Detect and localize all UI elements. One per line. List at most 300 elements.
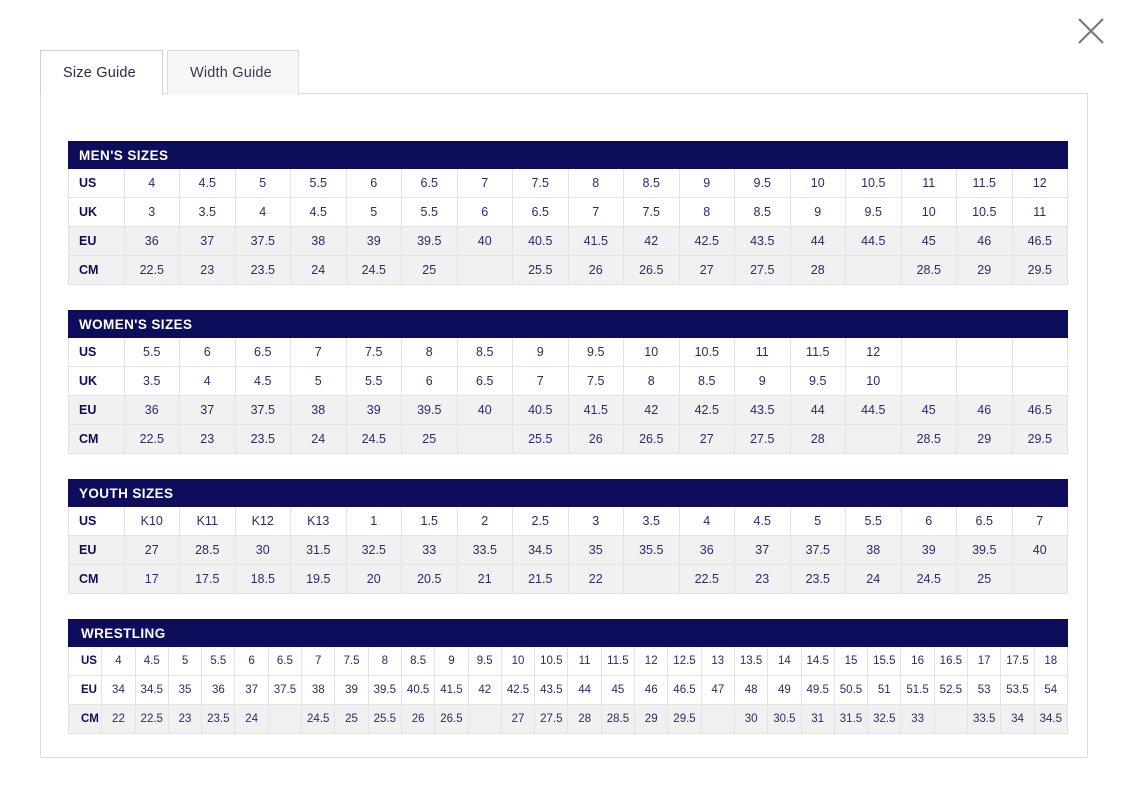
size-cell: 26.5 [624,425,680,454]
size-cell: 14.5 [801,647,834,676]
size-cell: 40.5 [513,396,569,425]
size-cell: 42 [624,396,680,425]
size-cell [457,256,513,285]
size-table-header-cell [1034,620,1067,647]
size-table-header-cell [601,620,634,647]
size-cell: 10.5 [535,647,568,676]
size-cell: 35 [568,536,624,565]
size-table-header-cell [457,311,513,338]
size-cell: 20.5 [402,565,458,594]
size-cell: 34 [102,676,135,705]
size-cell: 7 [302,647,335,676]
size-cell: 21.5 [513,565,569,594]
size-cell: 40.5 [401,676,434,705]
size-cell [701,705,734,734]
size-cell: 47 [701,676,734,705]
size-cell: 3 [568,507,624,536]
size-cell: 12 [635,647,668,676]
size-cell: 16.5 [934,647,967,676]
size-cell: 8.5 [679,367,735,396]
size-table-header-cell [346,311,402,338]
size-cell: 11.5 [957,169,1013,198]
size-table-header-cell [468,620,501,647]
size-cell: 7.5 [346,338,402,367]
size-table-header-cell [402,142,458,169]
size-cell: 29 [957,256,1013,285]
size-cell: 24.5 [346,256,402,285]
size-cell: 7 [457,169,513,198]
size-table-header-cell [957,142,1013,169]
size-cell: 38 [846,536,902,565]
size-cell [934,705,967,734]
tab-width-guide-label: Width Guide [189,65,272,81]
table-row [69,198,1068,227]
size-cell: 5 [790,507,846,536]
size-cell: 42.5 [679,396,735,425]
size-cell: 13.5 [734,647,767,676]
size-cell: 5 [235,169,291,198]
size-cell: 27 [679,256,735,285]
row-label: EU [69,536,125,565]
size-cell: 24 [235,705,268,734]
size-cell: 8 [624,367,680,396]
size-cell: 8.5 [401,647,434,676]
size-cell: 2 [457,507,513,536]
size-cell: 12.5 [668,647,701,676]
size-cell: 37 [235,676,268,705]
size-cell [624,565,680,594]
size-cell: 7.5 [335,647,368,676]
tab-size-guide[interactable] [40,50,163,96]
size-cell: 10.5 [846,169,902,198]
size-table-header-cell [401,620,434,647]
size-cell: 4 [235,198,291,227]
size-cell: 9 [513,338,569,367]
size-cell: 6.5 [957,507,1013,536]
size-table [68,310,1068,454]
size-cell: 24.5 [901,565,957,594]
size-cell: 6 [901,507,957,536]
size-cell: 4.5 [291,198,347,227]
size-table-header-cell [624,480,680,507]
table-row [69,367,1068,396]
size-cell: 9.5 [468,647,501,676]
size-cell: 6 [457,198,513,227]
size-cell: 17.5 [180,565,236,594]
size-cell: 8.5 [457,338,513,367]
size-table-header-cell [901,620,934,647]
size-cell: 37 [180,227,236,256]
table-row [69,396,1068,425]
size-guide-panel [40,93,1088,758]
size-cell: 45 [601,676,634,705]
size-cell: 5 [346,198,402,227]
size-cell: 46 [957,396,1013,425]
size-cell: 22 [102,705,135,734]
size-cell: 26 [401,705,434,734]
size-cell: 23.5 [235,256,291,285]
size-cell: K12 [235,507,291,536]
size-cell: 7.5 [568,367,624,396]
size-cell: 29 [957,425,1013,454]
size-table-header-cell [957,311,1013,338]
size-cell: 29.5 [1012,425,1068,454]
size-cell [268,705,301,734]
row-label: EU [69,396,125,425]
size-cell: 7 [1012,507,1068,536]
size-cell: 37 [735,536,791,565]
size-cell: 27 [679,425,735,454]
size-cell: 6.5 [268,647,301,676]
size-table-header-cell [901,480,957,507]
size-cell: 33.5 [457,536,513,565]
size-cell: 15.5 [868,647,901,676]
size-cell: 1 [346,507,402,536]
size-cell: 43.5 [535,676,568,705]
size-cell: 4 [102,647,135,676]
size-cell: 35.5 [624,536,680,565]
size-cell: 11 [735,338,791,367]
size-cell [957,338,1013,367]
size-cell: 8 [568,169,624,198]
size-cell: 4.5 [135,647,168,676]
table-row [69,647,1068,676]
size-cell: 44 [790,396,846,425]
size-cell: 7 [568,198,624,227]
size-cell: 39 [901,536,957,565]
size-cell: 11 [901,169,957,198]
size-cell: 19.5 [291,565,347,594]
size-table-title: YOUTH SIZES [69,480,236,507]
size-table-header-cell [934,620,967,647]
size-cell: 14 [768,647,801,676]
size-cell: 9 [790,198,846,227]
size-cell: K11 [180,507,236,536]
size-cell: 23.5 [790,565,846,594]
size-cell [901,367,957,396]
size-cell: 26 [568,425,624,454]
size-cell: 52.5 [934,676,967,705]
size-cell: 48 [734,676,767,705]
size-table-header-cell [1001,620,1034,647]
size-cell: 28 [790,425,846,454]
size-cell: 8.5 [735,198,791,227]
size-table-header-cell [735,142,791,169]
size-cell: 11.5 [601,647,634,676]
size-cell [1012,338,1068,367]
size-table-header-cell [435,620,468,647]
size-table-header-cell [1012,142,1068,169]
size-cell: 45 [901,227,957,256]
size-cell: 8.5 [624,169,680,198]
size-cell: 46.5 [1012,396,1068,425]
size-cell: 25.5 [368,705,401,734]
row-label: US [69,338,125,367]
size-cell: 24 [291,425,347,454]
size-table-header-cell [834,620,867,647]
size-table-header-cell [402,311,458,338]
size-cell: 24.5 [346,425,402,454]
size-cell: 53 [968,676,1001,705]
size-cell: 6.5 [402,169,458,198]
size-cell: 29.5 [1012,256,1068,285]
size-cell: 42.5 [501,676,534,705]
size-table-header-cell [568,480,624,507]
size-cell: 28.5 [601,705,634,734]
size-cell: 6.5 [513,198,569,227]
size-cell [846,256,902,285]
table-row [69,565,1068,594]
size-cell: 22.5 [135,705,168,734]
table-row [69,169,1068,198]
size-table-header-cell [568,142,624,169]
size-cell: 54 [1034,676,1067,705]
size-cell: 31.5 [291,536,347,565]
size-cell: 23 [735,565,791,594]
size-table-header-cell [568,620,601,647]
size-cell: 10 [790,169,846,198]
size-table-header-cell [790,311,846,338]
size-cell: 40 [1012,536,1068,565]
size-cell: 36 [124,227,180,256]
size-cell: 6 [180,338,236,367]
size-cell: 51.5 [901,676,934,705]
size-table-header-cell [268,620,301,647]
size-cell: 44 [568,676,601,705]
size-cell: 41.5 [568,227,624,256]
size-cell: 16 [901,647,934,676]
size-cell: 37.5 [235,396,291,425]
size-table-header-cell [457,480,513,507]
size-cell: 4.5 [180,169,236,198]
size-cell: 5.5 [402,198,458,227]
size-table-header-cell [901,142,957,169]
size-cell: 4 [124,169,180,198]
size-table-header-cell [735,311,791,338]
size-cell: 43.5 [735,396,791,425]
size-cell: 26.5 [435,705,468,734]
size-cell: 30.5 [768,705,801,734]
size-table-header-cell [635,620,668,647]
size-cell: 41.5 [435,676,468,705]
size-cell: 7 [291,338,347,367]
size-cell: 34.5 [1034,705,1067,734]
size-cell: 40.5 [513,227,569,256]
size-table-header-cell [513,480,569,507]
row-label: CM [69,565,125,594]
size-table-header-cell [346,142,402,169]
size-cell: 6 [402,367,458,396]
size-cell: 40 [457,227,513,256]
size-cell: 28.5 [901,425,957,454]
size-table-header-cell [679,142,735,169]
table-row [69,425,1068,454]
size-cell: 9.5 [846,198,902,227]
size-cell: 27.5 [735,256,791,285]
size-cell: 17 [968,647,1001,676]
size-table-header-cell [790,480,846,507]
size-table-header-cell [202,620,235,647]
size-cell: 4.5 [735,507,791,536]
row-label: CM [69,256,125,285]
size-table-header-cell [801,620,834,647]
size-cell: 6 [235,647,268,676]
size-cell: 39 [335,676,368,705]
size-cell [846,425,902,454]
table-row [69,705,1068,734]
size-cell: 33.5 [968,705,1001,734]
tab-width-guide[interactable] [167,50,299,95]
row-label: CM [69,425,125,454]
size-cell: 7.5 [513,169,569,198]
size-cell: 29.5 [668,705,701,734]
size-cell: 11 [1012,198,1068,227]
size-cell: 44 [790,227,846,256]
size-table-header-cell [1012,480,1068,507]
size-cell: 21 [457,565,513,594]
size-cell: 39.5 [957,536,1013,565]
size-table-header-cell [535,620,568,647]
size-cell: 5 [291,367,347,396]
size-cell: 5.5 [202,647,235,676]
size-cell: 38 [302,676,335,705]
size-cell [901,338,957,367]
size-cell [957,367,1013,396]
size-cell: K13 [291,507,347,536]
size-cell: 10.5 [679,338,735,367]
size-cell: 4.5 [235,367,291,396]
size-cell: 27 [124,536,180,565]
size-cell: 23 [180,425,236,454]
size-table-header-cell [624,142,680,169]
size-cell: 24 [291,256,347,285]
size-cell: 18.5 [235,565,291,594]
close-icon[interactable] [1074,14,1108,48]
size-table-header-cell [291,480,347,507]
size-cell: 34.5 [135,676,168,705]
size-cell: 42 [624,227,680,256]
size-cell: 36 [124,396,180,425]
size-cell: 23.5 [202,705,235,734]
size-cell: 6 [346,169,402,198]
size-cell: 33 [402,536,458,565]
size-cell: 33 [901,705,934,734]
size-cell: 24.5 [302,705,335,734]
size-cell: 37 [180,396,236,425]
size-cell: 9.5 [568,338,624,367]
size-cell: 32.5 [346,536,402,565]
size-table-header-cell [291,142,347,169]
size-table-header-cell [957,480,1013,507]
size-cell: 51 [868,676,901,705]
size-cell: 46.5 [1012,227,1068,256]
size-cell: 10 [624,338,680,367]
size-cell: 22.5 [124,425,180,454]
size-cell: 27.5 [535,705,568,734]
size-cell: 9.5 [735,169,791,198]
row-label: US [69,507,125,536]
size-cell: 5.5 [291,169,347,198]
size-cell: 39.5 [402,396,458,425]
size-cell: 1.5 [402,507,458,536]
size-cell: 34.5 [513,536,569,565]
size-cell: 7.5 [624,198,680,227]
size-cell: 38 [291,396,347,425]
size-cell: 5 [168,647,201,676]
row-label: UK [69,367,125,396]
tab-size-guide-label: Size Guide [63,65,136,81]
tab-bar [40,50,299,95]
size-table-header-cell [235,142,291,169]
size-cell: 23 [168,705,201,734]
size-table-header-cell [235,311,291,338]
size-cell: 12 [1012,169,1068,198]
size-cell: 24 [846,565,902,594]
size-cell: 7 [513,367,569,396]
size-tables [41,94,1087,734]
size-cell: 41.5 [568,396,624,425]
size-cell: 9.5 [790,367,846,396]
size-cell: 36 [679,536,735,565]
row-label: UK [69,198,125,227]
size-cell: 11 [568,647,601,676]
size-cell: 8 [402,338,458,367]
size-table-header-cell [402,480,458,507]
size-table-header-cell [568,311,624,338]
size-cell: 45 [901,396,957,425]
size-cell: 27.5 [735,425,791,454]
size-cell: 6.5 [235,338,291,367]
size-table-header-cell [368,620,401,647]
size-table-title: WRESTLING [69,620,169,647]
size-cell: 28 [790,256,846,285]
size-cell: 25.5 [513,256,569,285]
size-cell: 11.5 [790,338,846,367]
size-table-header-cell [768,620,801,647]
size-cell: 49 [768,676,801,705]
size-cell: 46 [957,227,1013,256]
size-table-header-cell [701,620,734,647]
size-cell: 38 [291,227,347,256]
size-cell: 44.5 [846,227,902,256]
size-cell: 17.5 [1001,647,1034,676]
size-cell: 49.5 [801,676,834,705]
size-table-header-cell [846,142,902,169]
size-table-header-cell [901,311,957,338]
size-cell: 28 [568,705,601,734]
size-cell: 44.5 [846,396,902,425]
size-cell: 28.5 [901,256,957,285]
size-cell: 2.5 [513,507,569,536]
size-table-title: WOMEN'S SIZES [69,311,236,338]
size-cell: 9 [679,169,735,198]
row-label: US [69,647,102,676]
size-cell: 22 [568,565,624,594]
size-cell [1012,367,1068,396]
size-cell: 4 [180,367,236,396]
size-table-header-cell [1012,311,1068,338]
size-cell: 42.5 [679,227,735,256]
size-cell: 25 [402,256,458,285]
size-cell: 32.5 [868,705,901,734]
size-table [68,619,1068,734]
size-cell: 39 [346,396,402,425]
size-cell: 10 [901,198,957,227]
size-cell: 3.5 [624,507,680,536]
size-cell: 37.5 [790,536,846,565]
size-table-header-cell [668,620,701,647]
size-cell: 6.5 [457,367,513,396]
